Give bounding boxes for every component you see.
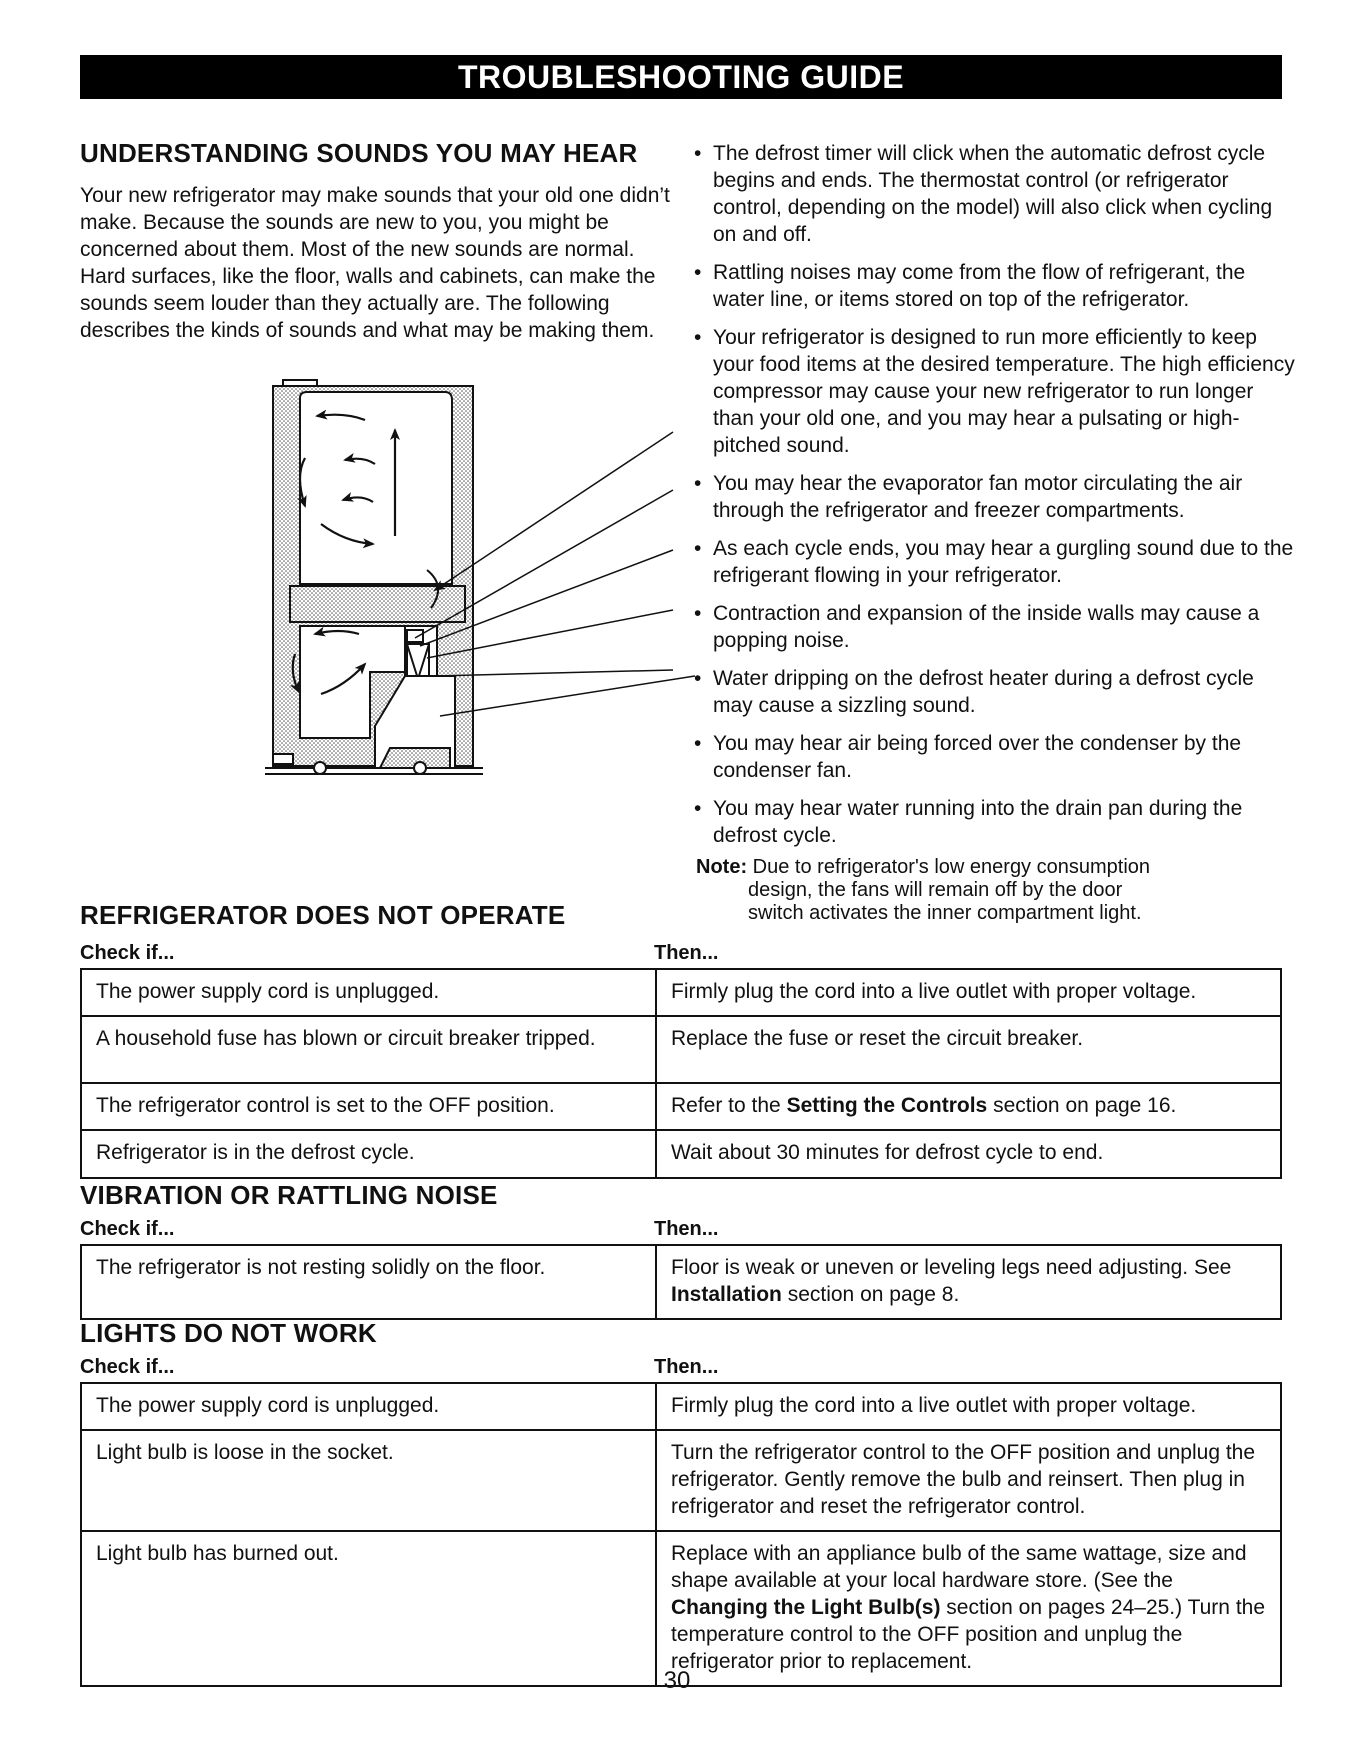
column-header-then: Then...: [654, 1356, 719, 1378]
note-line: design, the fans will remain off by the door: [748, 879, 1123, 901]
sound-item: • Your refrigerator is designed to run more efficiently to keep your food items at the desired temperature. The high efficiency compressor may cause your new refrigerator to run longer than your old one, and you may hear a pulsating or high-pitched sound.: [690, 324, 1295, 459]
sound-item: • Rattling noises may come from the flow of refrigerant, the water line, or items stored on top of the refrigerator.: [690, 259, 1295, 313]
table-row: [81, 1531, 1281, 1686]
table-row: [81, 1430, 1281, 1531]
then-cell: Refer to the Setting the Controls section on page 16.: [656, 1083, 1281, 1130]
sound-item: • As each cycle ends, you may hear a gurgling sound due to the refrigerant flowing in your refrigerator.: [690, 535, 1295, 589]
check-cell: Light bulb has burned out.: [81, 1531, 656, 1686]
not-operate-table: [80, 968, 1282, 1179]
then-cell: Replace the fuse or reset the circuit breaker.: [656, 1016, 1281, 1083]
table-row: [81, 1083, 1281, 1130]
then-cell: Floor is weak or uneven or leveling legs need adjusting. See Installation section on page 8.: [656, 1245, 1281, 1319]
then-cell: Wait about 30 minutes for defrost cycle to end.: [656, 1130, 1281, 1178]
page-banner: TROUBLESHOOTING GUIDE: [80, 55, 1282, 99]
lights-table: [80, 1382, 1282, 1687]
check-cell: Light bulb is loose in the socket.: [81, 1430, 656, 1531]
check-cell: The power supply cord is unplugged.: [81, 1383, 656, 1430]
table-row: [81, 1245, 1281, 1319]
sound-item: • Water dripping on the defrost heater during a defrost cycle may cause a sizzling sound.: [690, 665, 1295, 719]
table-row: [81, 1016, 1281, 1083]
sounds-intro: Your new refrigerator may make sounds that your old one didn’t make. Because the sounds are new to you, you might be concerned about them. Most of the new sounds are normal. Hard surfaces, like the floor, walls and cabinets, can make the sounds seem louder than they actually are. The following describes the kinds of sounds and what may be making them.: [80, 184, 670, 342]
sound-item: • The defrost timer will click when the automatic defrost cycle begins and ends. The thermostat control (or refrigerator control, depending on the model) will also click when cycling on and off.: [690, 140, 1295, 248]
sound-item: • You may hear water running into the drain pan during the defrost cycle.: [690, 795, 1295, 849]
check-cell: The refrigerator control is set to the OFF position.: [81, 1083, 656, 1130]
column-header-check: Check if...: [80, 942, 175, 964]
sound-item: • Contraction and expansion of the inside walls may cause a popping noise.: [690, 600, 1295, 654]
check-cell: Refrigerator is in the defrost cycle.: [81, 1130, 656, 1178]
check-cell: The refrigerator is not resting solidly on the floor.: [81, 1245, 656, 1319]
page-number: 30: [663, 1667, 691, 1694]
table-row: [81, 969, 1281, 1016]
note-line: switch activates the inner compartment light.: [748, 902, 1142, 924]
sounds-bullet-list: [690, 140, 1295, 849]
column-header-then: Then...: [654, 1218, 719, 1240]
note-label: Note:: [696, 856, 748, 878]
column-header-check: Check if...: [80, 1218, 175, 1240]
refrigerator-sound-diagram: [255, 376, 695, 846]
section-heading-vibration: VIBRATION OR RATTLING NOISE: [80, 1180, 498, 1210]
check-cell: The power supply cord is unplugged.: [81, 969, 656, 1016]
table-row: [81, 1130, 1281, 1178]
vibration-table: [80, 1244, 1282, 1320]
then-cell: Replace with an appliance bulb of the same wattage, size and shape available at your local hardware store. (See the Changing the Light Bulb(s) section on pages 24–25.) Turn the temperature control to the OFF position and unplug the refrigerator prior to replacement.: [656, 1531, 1281, 1686]
check-cell: A household fuse has blown or circuit breaker tripped.: [81, 1016, 656, 1083]
section-heading-lights: LIGHTS DO NOT WORK: [80, 1318, 377, 1348]
fan-note: [696, 856, 1256, 925]
note-line: Due to refrigerator's low energy consumption: [752, 856, 1151, 878]
sounds-heading: UNDERSTANDING SOUNDS YOU MAY HEAR: [80, 138, 638, 168]
table-row: [81, 1383, 1281, 1430]
column-header-then: Then...: [654, 942, 719, 964]
then-cell: Firmly plug the cord into a live outlet with proper voltage.: [656, 1383, 1281, 1430]
section-heading-not-operate: REFRIGERATOR DOES NOT OPERATE: [80, 900, 566, 930]
sound-item: • You may hear air being forced over the condenser by the condenser fan.: [690, 730, 1295, 784]
then-cell: Firmly plug the cord into a live outlet with proper voltage.: [656, 969, 1281, 1016]
column-header-check: Check if...: [80, 1356, 175, 1378]
then-cell: Turn the refrigerator control to the OFF position and unplug the refrigerator. Gently remove the bulb and reinsert. Then plug in refrigerator and reset the refrigerator control.: [656, 1430, 1281, 1531]
sound-item: • You may hear the evaporator fan motor circulating the air through the refrigerator and freezer compartments.: [690, 470, 1295, 524]
